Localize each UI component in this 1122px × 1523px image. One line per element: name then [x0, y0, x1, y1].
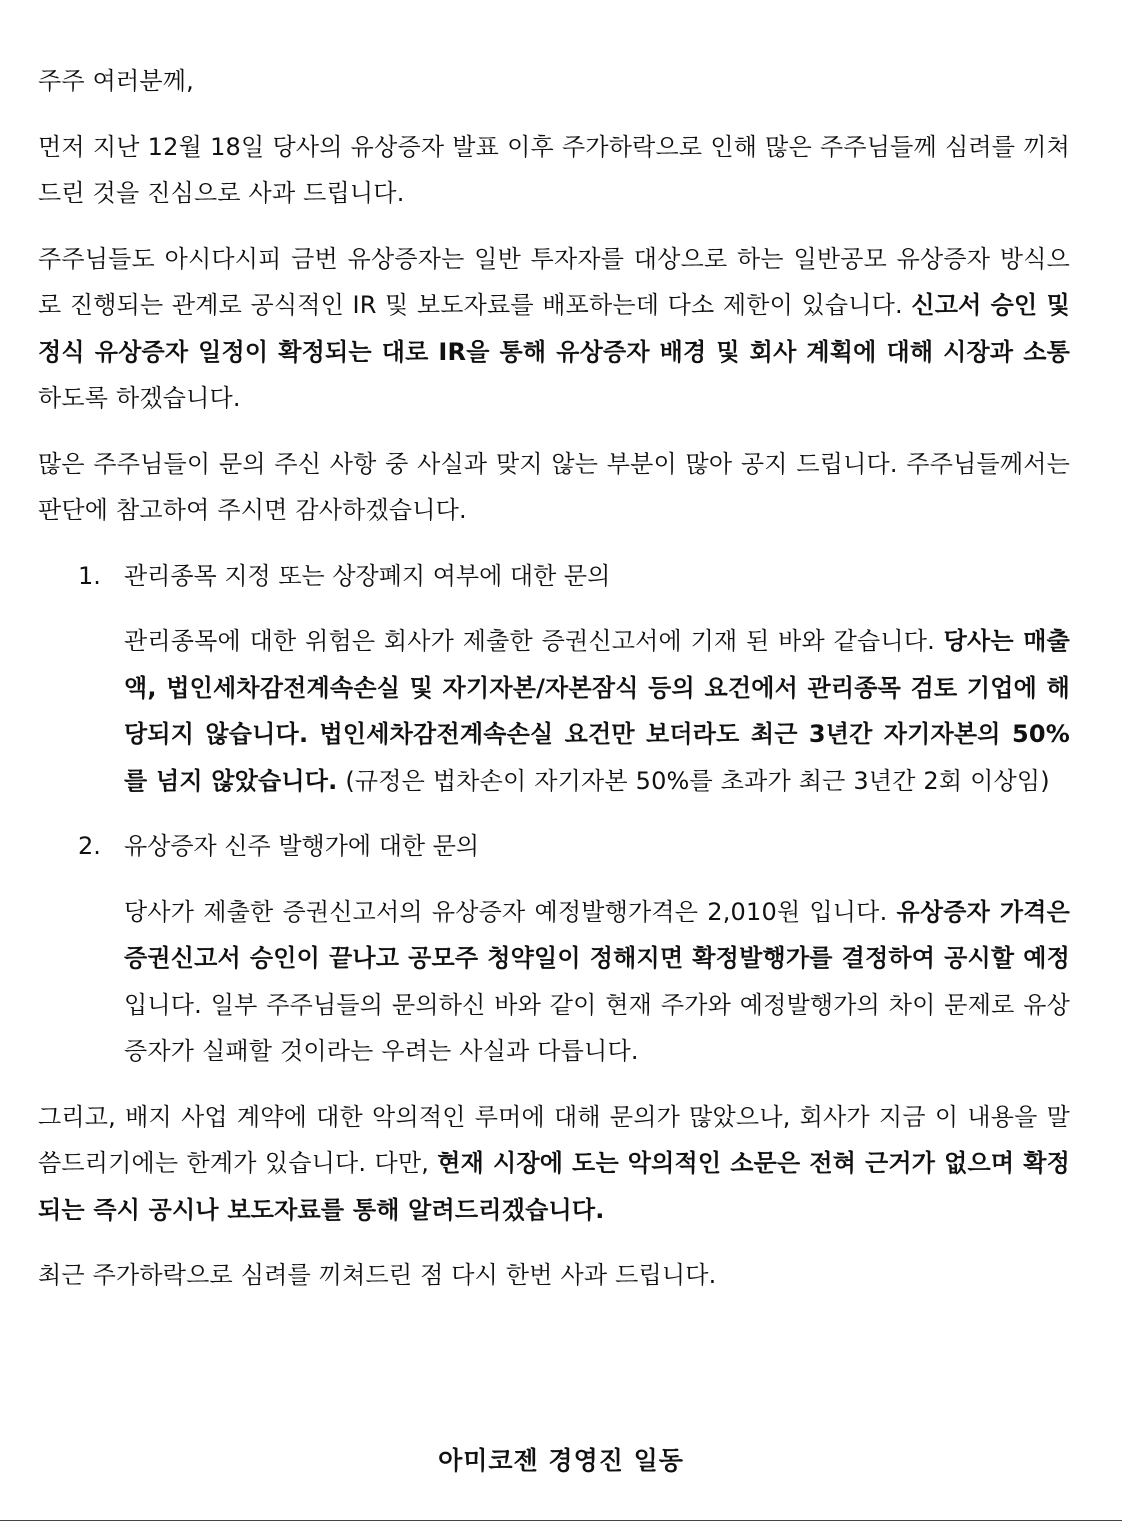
faq-item-number: 2.: [78, 832, 101, 860]
faq-item-title: 관리종목 지정 또는 상장폐지 여부에 대한 문의: [124, 561, 611, 590]
ir-paragraph: [38, 236, 1070, 422]
answer-text-end: 입니다. 일부 주주님들의 문의하신 바와 같이 현재 주가와 예정발행가의 차이 문제로 유상증자가 실패할 것이라는 우려는 사실과 다릅니다.: [124, 990, 1070, 1065]
greeting: 주주 여러분께,: [38, 67, 194, 95]
faq-item-title: 유상증자 신주 발행가에 대한 문의: [124, 832, 480, 860]
ir-text: 주주님들도 아시다시피 금번 유상증자는 일반 투자자를 대상으로 하는 일반공모 유상증자 방식으로 진행되는 관계로 공식적인 IR 및 보도자료를 배포하는데 다소 제한이 있습니다.: [38, 244, 1070, 319]
answer-note: (규정은 법차손이 자기자본 50%를 초과가 최근 3년간 2회 이상임): [337, 766, 1050, 795]
rumor-bold-text: 현재 시장에 도는 악의적인 소문은 전혀 근거가 없으며 확정되는 즉시 공시나 보도자료를 통해 알려드리겠습니다.: [38, 1149, 1070, 1224]
apology-paragraph: 먼저 지난 12월 18일 당사의 유상증자 발표 이후 주가하락으로 인해 많은 주주님들께 심려를 끼쳐 드린 것을 진심으로 사과 드립니다.: [38, 132, 1070, 207]
answer-bold-text: 당사는 매출액, 법인세차감전계속손실 및 자기자본/자본잠식 등의 요건에서 관리종목 검토 기업에 해당되지 않습니다. 법인세차감전계속손실 요건만 보더라도 최근 3년간 자기자본의 50%를 넘지 않았습니다.: [124, 627, 1070, 795]
letter-body: [38, 58, 1070, 1318]
answer-text: 관리종목에 대한 위험은 회사가 제출한 증권신고서에 기재 된 바와 같습니다.: [124, 627, 944, 655]
faq-item-answer: [124, 889, 1070, 1075]
ir-bold-text: 신고서 승인 및 정식 유상증자 일정이 확정되는 대로 IR을 통해 유상증자 배경 및 회사 계획에 대해 시장과 소통: [38, 291, 1071, 366]
faq-item-2: [38, 823, 1070, 1075]
answer-text: 당사가 제출한 증권신고서의 유상증자 예정발행가격은 2,010원 입니다.: [124, 897, 897, 926]
bottom-divider: [0, 1520, 1122, 1521]
faq-item-heading: [38, 553, 1070, 600]
ir-text-end: 하도록 하겠습니다.: [38, 384, 241, 412]
faq-item-1: [38, 553, 1070, 805]
answer-bold-text: 유상증자 가격은 증권신고서 승인이 끝나고 공모주 청약일이 정해지면 확정발행가를 결정하여 공시할 예정: [124, 897, 1070, 972]
signature: 아미코젠 경영진 일동: [438, 1446, 684, 1475]
rumor-text: 그리고, 배지 사업 계약에 대한 악의적인 루머에 대해 문의가 많았으나, 회사가 지금 이 내용을 말씀드리기에는 한계가 있습니다. 다만,: [38, 1102, 1070, 1177]
faq-item-number: 1.: [78, 561, 101, 590]
closing-paragraph: 최근 주가하락으로 심려를 끼쳐드린 점 다시 한번 사과 드립니다.: [38, 1261, 717, 1289]
faq-item-heading: [38, 823, 1070, 870]
faq-item-answer: [124, 618, 1070, 804]
rumor-paragraph: [38, 1094, 1070, 1234]
notice-paragraph: 많은 주주님들이 문의 주신 사항 중 사실과 맞지 않는 부분이 많아 공지 드립니다. 주주님들께서는 판단에 참고하여 주시면 감사하겠습니다.: [38, 449, 1070, 524]
